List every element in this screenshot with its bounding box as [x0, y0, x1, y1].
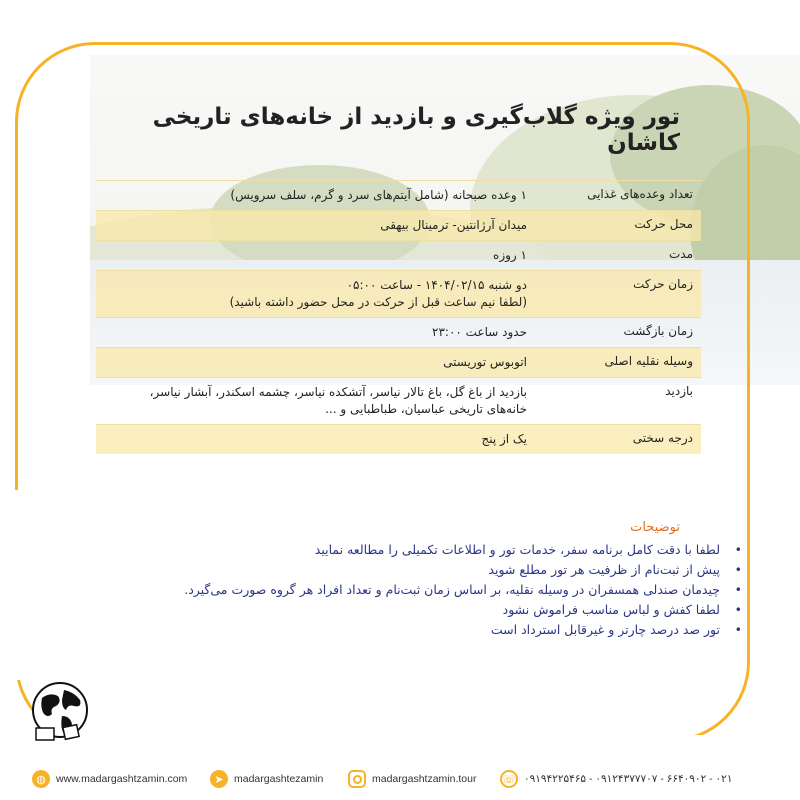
notes-title: توضیحات [630, 520, 680, 535]
note-text: لطفا کفش و لباس مناسب فراموش نشود [502, 602, 720, 617]
bullet-icon: • [734, 542, 742, 557]
note-text: لطفا با دقت کامل برنامه سفر، خدمات تور و اطلاعات تکمیلی را مطالعه نمایید [314, 542, 720, 557]
bullet-icon: • [734, 622, 742, 637]
page-title: تور ویژه گلاب‌گیری و بازدید از خانه‌های تاریخی کاشان [152, 104, 680, 156]
info-row-value: یک از پنج [96, 425, 535, 455]
info-row [96, 181, 701, 211]
info-row-label: زمان حرکت [535, 271, 701, 318]
note-item [40, 600, 742, 620]
bullet-icon: • [734, 562, 742, 577]
info-row-value: ۱ وعده صبحانه (شامل آیتم‌های سرد و گرم، سلف سرویس) [96, 181, 535, 211]
info-row-label: مدت [535, 241, 701, 271]
info-row-label: وسیله نقلیه اصلی [535, 348, 701, 378]
info-row-value: اتوبوس توریستی [96, 348, 535, 378]
note-item [40, 580, 742, 600]
info-row-value: حدود ساعت ۲۳:۰۰ [96, 318, 535, 348]
web-icon: ◍ [32, 770, 50, 788]
info-row [96, 271, 701, 318]
note-item [40, 620, 742, 640]
info-row-value: ۱ روزه [96, 241, 535, 271]
phone-icon: ☏ [500, 770, 518, 788]
note-item [40, 540, 742, 560]
info-row-label: تعداد وعده‌های غذایی [535, 181, 701, 211]
footer-phones[interactable]: ☏ ۰۹۱۹۴۲۲۵۴۶۵ - ۰۹۱۲۴۳۷۷۷۰۷ - ۶۶۴۰۹۰۲ - ۰۲۱ [500, 764, 732, 794]
note-item [40, 560, 742, 580]
notes-list [40, 540, 742, 640]
info-row [96, 348, 701, 378]
info-row [96, 378, 701, 425]
note-text: پیش از ثبت‌نام از ظرفیت هر تور مطلع شوید [488, 562, 720, 577]
info-row-label: بازدید [535, 378, 701, 425]
info-row [96, 318, 701, 348]
footer [0, 764, 800, 794]
bullet-icon: • [734, 582, 742, 597]
info-row [96, 425, 701, 455]
info-row-label: زمان بازگشت [535, 318, 701, 348]
note-text: چیدمان صندلی همسفران در وسیله نقلیه، بر اساس زمان ثبت‌نام و تعداد افراد هر گروه صورت می‌گیرد. [184, 582, 720, 597]
bullet-icon: • [734, 602, 742, 617]
globe-logo-icon [28, 680, 92, 744]
info-row-label: درجه سختی [535, 425, 701, 455]
tour-info-table [96, 180, 701, 454]
info-row [96, 211, 701, 241]
info-row-label: محل حرکت [535, 211, 701, 241]
info-row-value: بازدید از باغ گل، باغ تالار نیاسر، آتشکده نیاسر، چشمه اسکندر، آبشار نیاسر، خانه‌های تاریخی عباسیان، طباطبایی و ... [96, 378, 535, 425]
telegram-icon: ➤ [210, 770, 228, 788]
info-row-value: میدان آرژانتین- ترمینال بیهقی [96, 211, 535, 241]
footer-telegram[interactable]: ➤ madargashtezamin [210, 764, 323, 794]
note-text: تور صد درصد چارتر و غیرقابل استرداد است [490, 622, 720, 637]
footer-instagram[interactable]: madargashtzamin.tour [348, 764, 476, 794]
info-row-value: دو شنبه ۱۴۰۴/۰۲/۱۵ - ساعت ۰۵:۰۰ (لطفا نیم ساعت قبل از حرکت در محل حضور داشته باشید) [96, 271, 535, 318]
instagram-icon [348, 770, 366, 788]
info-row [96, 241, 701, 271]
footer-website[interactable]: ◍ www.madargashtzamin.com [32, 764, 187, 794]
